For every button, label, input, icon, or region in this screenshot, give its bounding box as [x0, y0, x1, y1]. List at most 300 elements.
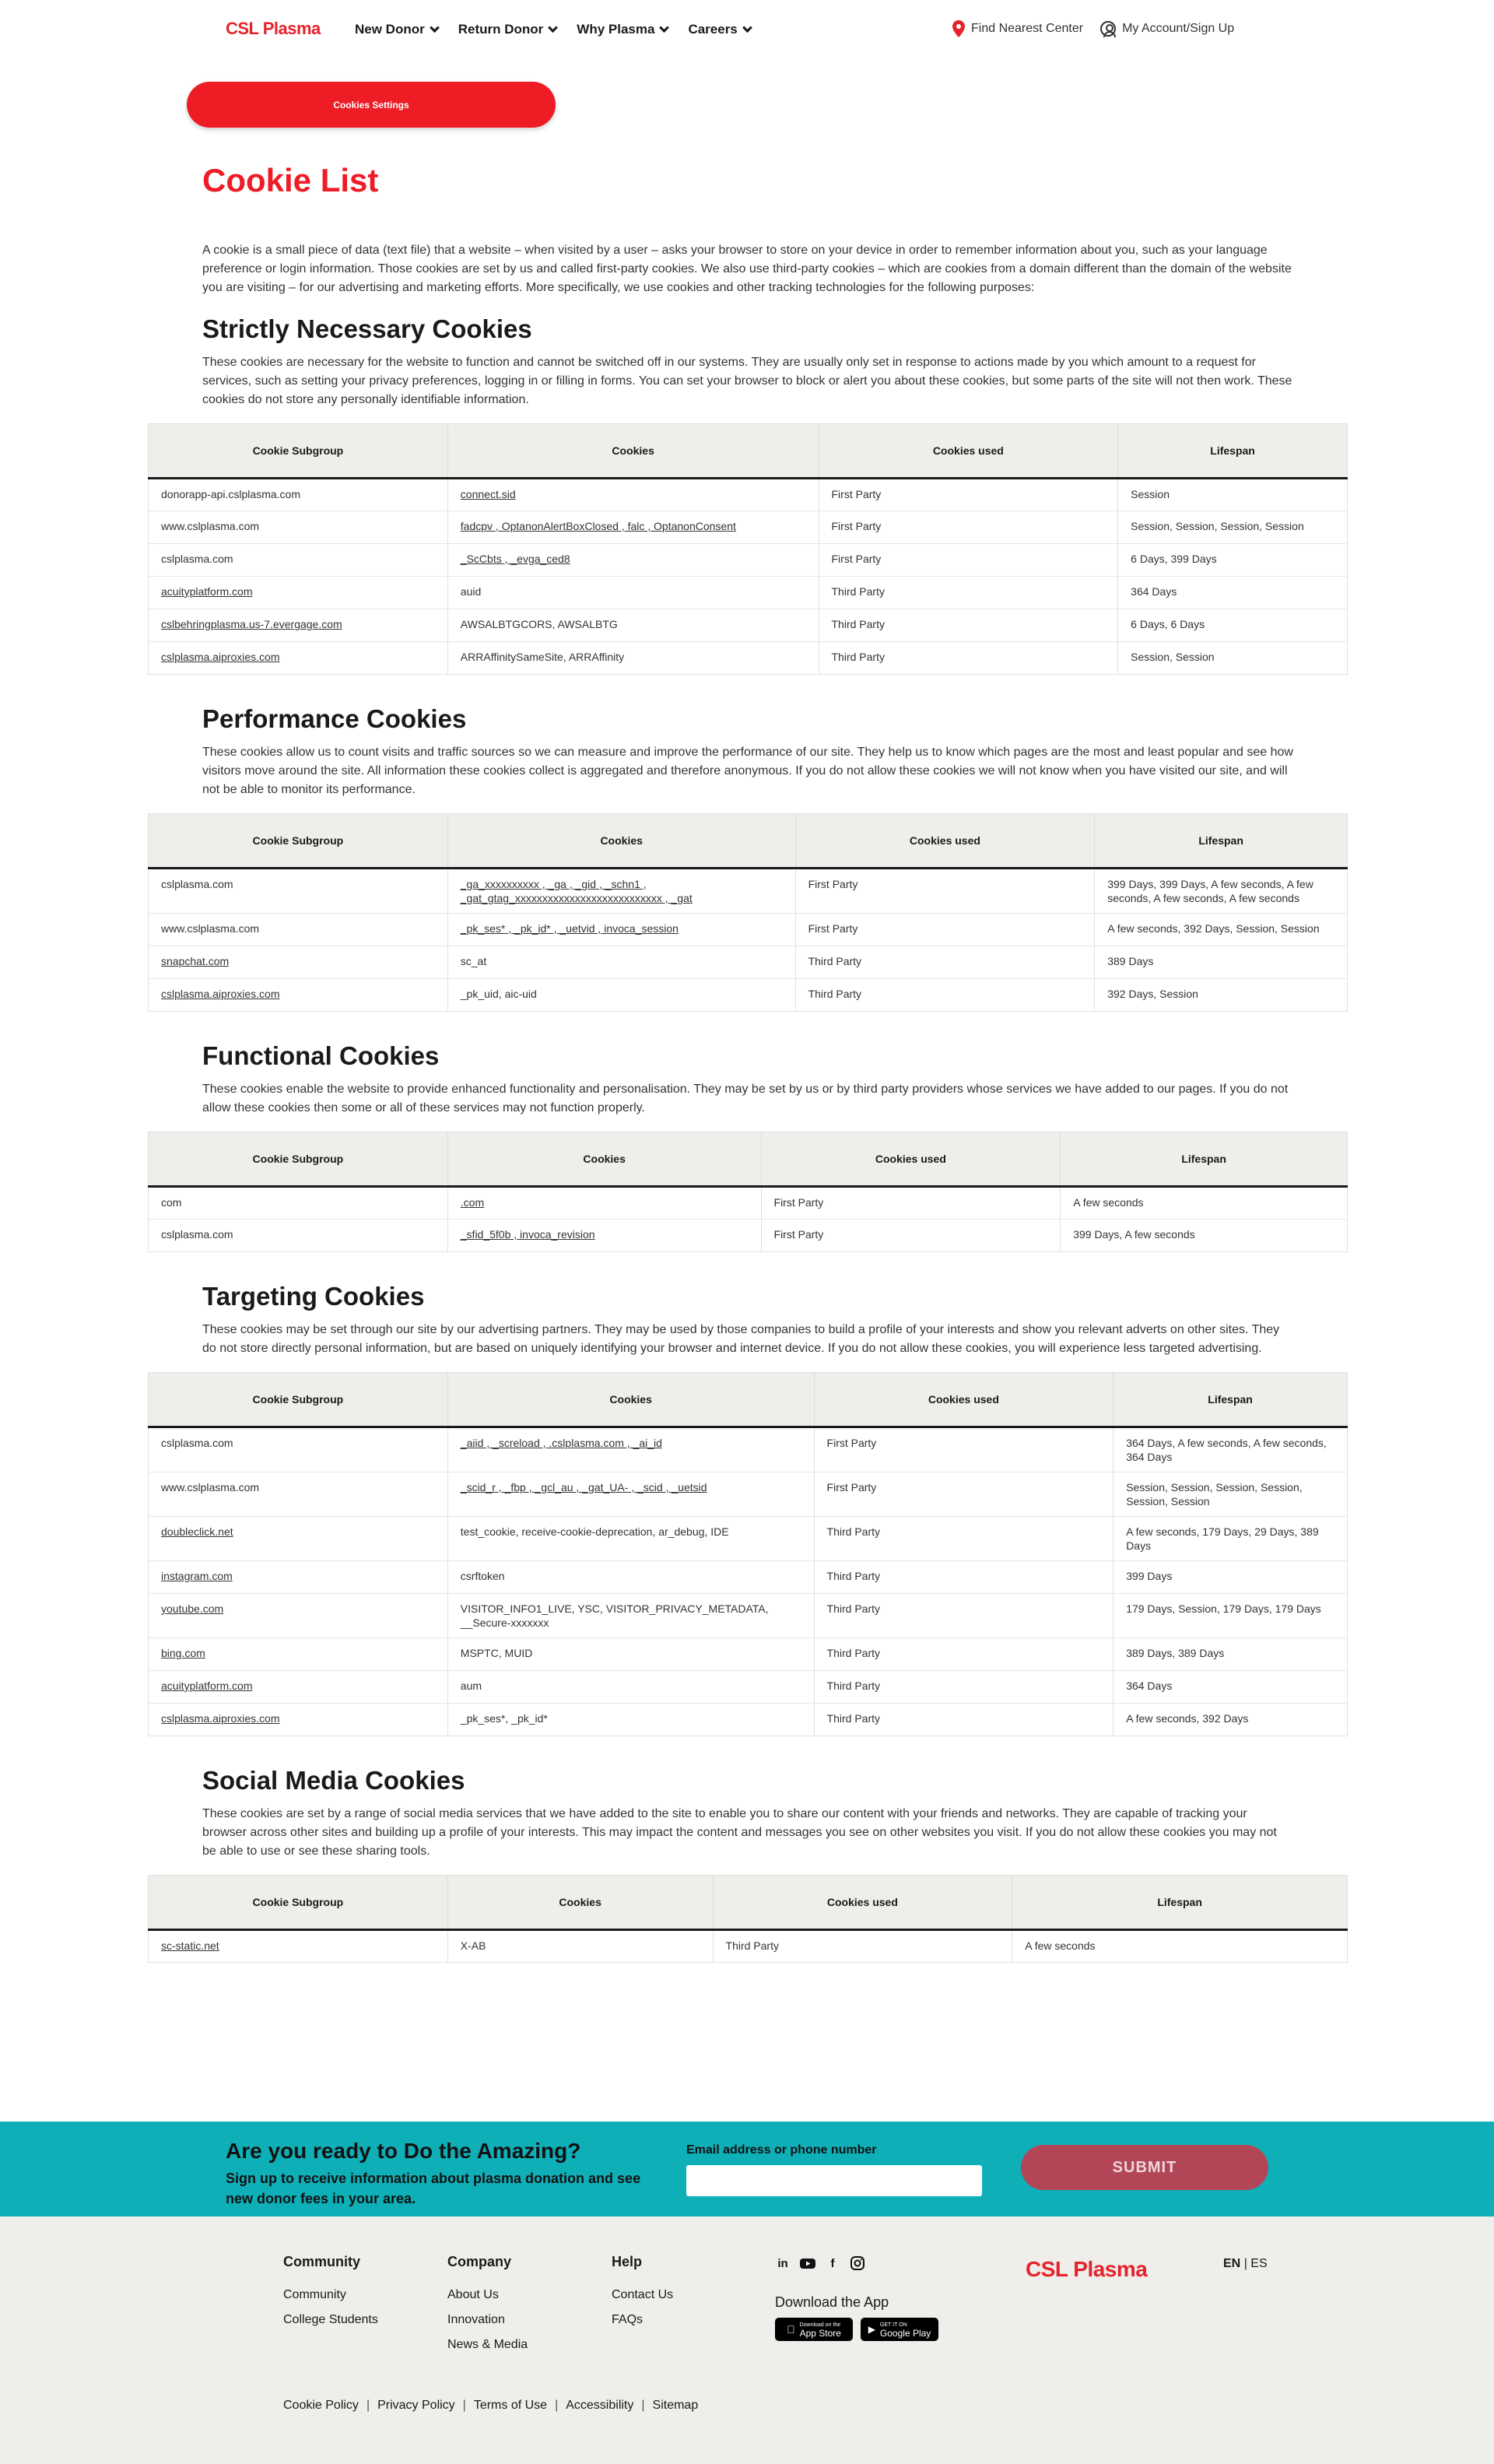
cell-cookies-used — [819, 544, 1118, 577]
cell-subgroup — [149, 914, 448, 946]
nav-new-donor[interactable] — [355, 22, 438, 37]
youtube-icon[interactable] — [800, 2255, 815, 2271]
column-header: Lifespan — [1113, 1373, 1348, 1427]
cell-text: 364 Days, A few seconds, A few seconds, 364 Days — [1126, 1437, 1327, 1463]
table-row — [149, 979, 1348, 1012]
subgroup-link[interactable]: acuityplatform.com — [161, 1680, 253, 1692]
table-header-row — [149, 814, 1348, 869]
cell-lifespan — [1118, 577, 1348, 609]
cell-subgroup — [149, 1704, 448, 1736]
cell-subgroup — [149, 1517, 448, 1561]
column-header: Lifespan — [1061, 1132, 1348, 1187]
table-row — [149, 1220, 1348, 1252]
table-row — [149, 946, 1348, 979]
cell-lifespan — [1095, 914, 1348, 946]
section-desc-functional: These cookies enable the website to provide enhanced functionality and personalisation. They may be set by us or by third party providers whose services we have added to our pages. If you do not allow these cookies then some or all of these services may not function properly. — [202, 1083, 1289, 1114]
cell-lifespan — [1118, 479, 1348, 511]
legal-separator: | — [366, 2399, 370, 2412]
nav-why-plasma[interactable] — [577, 22, 668, 37]
app-store-badge[interactable] — [775, 2318, 853, 2341]
footer-col-title: Help — [612, 2254, 643, 2269]
cell-text: A few seconds — [1073, 1196, 1144, 1209]
cell-cookies — [447, 577, 819, 609]
download-app-label: Download the App — [775, 2294, 889, 2310]
instagram-icon[interactable] — [850, 2255, 865, 2271]
cell-lifespan — [1118, 511, 1348, 544]
table-row — [149, 609, 1348, 642]
cookie-link[interactable]: _sfid_5f0b , invoca_revision — [460, 1228, 595, 1241]
cell-text: A few seconds — [1025, 1939, 1096, 1952]
cell-text: 6 Days, 6 Days — [1131, 618, 1205, 630]
site-footer — [0, 2217, 1494, 2464]
cell-text: Third Party — [826, 1647, 880, 1659]
signup-text: Sign up to receive information about plasma donation and see new donor fees in your area. — [226, 2171, 641, 2206]
cell-cookies — [447, 642, 819, 675]
subgroup-link[interactable]: cslplasma.aiproxies.com — [161, 988, 280, 1000]
cell-cookies — [447, 1704, 814, 1736]
cell-text: 389 Days, 389 Days — [1126, 1647, 1225, 1659]
cell-subgroup — [149, 642, 448, 675]
table-row — [149, 914, 1348, 946]
footer-link[interactable]: FAQs — [612, 2313, 644, 2326]
chevron-down-icon — [430, 23, 440, 33]
footer-link[interactable]: College Students — [283, 2313, 378, 2326]
cell-cookies-used — [814, 1427, 1113, 1472]
cell-cookies-used — [814, 1671, 1113, 1704]
cell-text: Session, Session — [1131, 651, 1215, 663]
cell-text: ARRAffinitySameSite, ARRAffinity — [460, 651, 625, 663]
table-row — [149, 544, 1348, 577]
cell-text: 6 Days, 399 Days — [1131, 553, 1217, 565]
footer-link[interactable]: News & Media — [447, 2338, 528, 2351]
signup-banner — [0, 2122, 1494, 2217]
cookie-link[interactable]: _scid_r , _fbp , _gcl_au , _gat_UA- , _scid , _uetsid — [460, 1481, 707, 1493]
cell-subgroup — [149, 511, 448, 544]
cell-lifespan — [1061, 1187, 1348, 1220]
cell-text: Third Party — [808, 988, 862, 1000]
cell-cookies-used — [713, 1930, 1012, 1963]
cell-subgroup — [149, 1671, 448, 1704]
cell-cookies-used — [814, 1638, 1113, 1671]
cell-text: AWSALBTGCORS, AWSALBTG — [460, 618, 618, 630]
footer-link[interactable]: About Us — [447, 2288, 499, 2301]
cell-text: Third Party — [826, 1570, 880, 1582]
cell-cookies — [447, 1594, 814, 1638]
google-play-name: Google Play — [879, 2328, 931, 2339]
column-header: Cookies — [447, 814, 795, 869]
column-header: Cookie Subgroup — [149, 814, 448, 869]
cell-text: Third Party — [831, 585, 885, 598]
table-row — [149, 642, 1348, 675]
table-row — [149, 1427, 1348, 1472]
subgroup-link[interactable]: snapchat.com — [161, 955, 230, 967]
subgroup-link[interactable]: instagram.com — [161, 1570, 233, 1582]
lang-es[interactable]: ES — [1250, 2257, 1268, 2270]
column-header: Cookies used — [814, 1373, 1113, 1427]
cell-lifespan — [1118, 642, 1348, 675]
column-header: Cookies used — [761, 1132, 1061, 1187]
cell-subgroup — [149, 1472, 448, 1517]
cell-cookies — [447, 1220, 761, 1252]
column-header: Lifespan — [1118, 424, 1348, 479]
cell-lifespan — [1113, 1638, 1348, 1671]
email-or-phone-input[interactable] — [686, 2165, 982, 2196]
column-header: Cookie Subgroup — [149, 424, 448, 479]
column-header: Cookie Subgroup — [149, 1373, 448, 1427]
cell-text: 392 Days, Session — [1107, 988, 1198, 1000]
cell-text: 389 Days — [1107, 955, 1154, 967]
cookie-policy-link[interactable]: Cookie Policy — [283, 2399, 359, 2412]
cell-lifespan — [1113, 1561, 1348, 1594]
footer-col-company — [447, 2254, 528, 2357]
cell-lifespan — [1095, 946, 1348, 979]
cell-text: First Party — [773, 1228, 824, 1241]
cell-subgroup — [149, 1220, 448, 1252]
cell-cookies — [447, 914, 795, 946]
cell-text: com — [161, 1196, 182, 1209]
cell-cookies-used — [814, 1594, 1113, 1638]
chevron-down-icon — [660, 23, 670, 33]
account-link[interactable] — [1100, 20, 1234, 37]
subgroup-link[interactable]: sc-static.net — [161, 1939, 219, 1952]
cell-cookies — [447, 1930, 713, 1963]
google-play-top: GET IT ON — [879, 2322, 907, 2328]
nav-careers[interactable] — [688, 22, 750, 37]
cookie-link[interactable]: _ScCbts , _evga_ced8 — [460, 553, 570, 565]
social-links — [775, 2255, 865, 2271]
csl-plasma-logo[interactable]: CSL Plasma — [226, 19, 321, 38]
cell-subgroup — [149, 1638, 448, 1671]
cell-lifespan — [1113, 1594, 1348, 1638]
subgroup-link[interactable]: cslbehringplasma.us-7.evergage.com — [161, 618, 342, 630]
cell-lifespan — [1095, 979, 1348, 1012]
footer-col-community — [283, 2254, 378, 2332]
cell-cookies-used — [761, 1187, 1061, 1220]
cookie-link[interactable]: .com — [460, 1196, 485, 1209]
language-switcher — [1223, 2257, 1268, 2271]
cell-subgroup — [149, 979, 448, 1012]
cookie-sections — [148, 311, 1348, 1963]
cell-cookies-used — [814, 1472, 1113, 1517]
cell-text: Third Party — [831, 618, 885, 630]
cookie-link[interactable]: connect.sid — [460, 488, 516, 500]
cell-lifespan — [1113, 1517, 1348, 1561]
cell-text: Session — [1131, 488, 1170, 500]
cell-text: test_cookie, receive-cookie-deprecation, ar_debug, IDE — [460, 1525, 729, 1538]
user-icon — [1100, 21, 1116, 37]
cell-text: 399 Days, A few seconds — [1073, 1228, 1195, 1241]
submit-button[interactable]: SUBMIT — [1021, 2145, 1268, 2190]
cell-cookies-used — [819, 642, 1118, 675]
cell-text: Session, Session, Session, Session — [1131, 520, 1304, 532]
table-row — [149, 1704, 1348, 1736]
cell-cookies — [447, 1671, 814, 1704]
table-header-row — [149, 424, 1348, 479]
cookie-link[interactable]: _ga_xxxxxxxxxx , _ga , _gid , _schn1 , _gat_gtag_xxxxxxxxxxxxxxxxxxxxxxxxxxx , _gat — [460, 878, 693, 904]
nav-label: New Donor — [355, 22, 425, 37]
cookie-table-targeting — [148, 1372, 1348, 1736]
cookie-table-functional — [148, 1132, 1348, 1252]
subgroup-link[interactable]: doubleclick.net — [161, 1525, 233, 1538]
cell-subgroup — [149, 946, 448, 979]
cell-cookies — [447, 946, 795, 979]
cell-lifespan — [1113, 1427, 1348, 1472]
section-desc-social-media: These cookies are set by a range of social media services that we have added to the site to enable you to share our content with your friends and networks. They are capable of tracking your browser across other sites and building up a profile of your interests. This may impact the content and messages you see on other websites you visit. If you do not allow these cookies you may not be able to use or see these sharing tools. — [202, 1807, 1277, 1858]
nav-label: Return Donor — [458, 22, 544, 37]
google-play-badge[interactable] — [861, 2318, 938, 2341]
app-store-name: App Store — [795, 2328, 837, 2339]
table-header-row — [149, 1373, 1348, 1427]
cell-text: www.cslplasma.com — [161, 1481, 260, 1493]
cell-text: 364 Days — [1131, 585, 1177, 598]
cell-text: Third Party — [831, 651, 885, 663]
cell-cookies-used — [814, 1561, 1113, 1594]
section-desc-performance: These cookies allow us to count visits and traffic sources so we can measure and improve the performance of our site. They help us to know which pages are the most and least popular and see how visitors move around the site. All information these cookies collect is aggregated and therefore anonymous. If you do not allow these cookies we will not know when you have visited our site, and will not be able to monitor its performance. — [202, 746, 1293, 796]
section-desc-strictly-necessary: These cookies are necessary for the website to function and cannot be switched off in our systems. They are usually only set in response to actions made by you which amount to a request for services, such as setting your privacy preferences, logging in or filling in forms. You can set your browser to block or alert you about these cookies, but some parts of the site will not then work. These cookies do not store any personally identifiable information. — [202, 356, 1292, 406]
table-header-row — [149, 1876, 1348, 1930]
cell-cookies — [447, 869, 795, 914]
table-row — [149, 1187, 1348, 1220]
google-play-text — [880, 2321, 931, 2338]
cell-cookies — [447, 544, 819, 577]
cookies-settings-button[interactable]: Cookies Settings — [187, 82, 556, 128]
cell-lifespan — [1113, 1704, 1348, 1736]
section-desc-targeting: These cookies may be set through our site by our advertising partners. They may be used by those companies to build a profile of your interests and show you relevant adverts on other sites. They do not store directly personal information, but are based on uniquely identifying your browser and internet device. If you do not allow these cookies, you will experience less targeted advertising. — [202, 1323, 1280, 1355]
cell-text: cslplasma.com — [161, 1228, 233, 1241]
cell-text: donorapp-api.cslplasma.com — [161, 488, 300, 500]
signup-title: Are you ready to Do the Amazing? — [226, 2139, 581, 2163]
cell-text: 399 Days — [1126, 1570, 1173, 1582]
cell-cookies — [447, 979, 795, 1012]
nav-label: Careers — [688, 22, 738, 37]
cookie-table-strictly-necessary — [148, 423, 1348, 675]
table-row — [149, 1930, 1348, 1963]
legal-separator: | — [462, 2399, 466, 2412]
signup-field-label: Email address or phone number — [686, 2143, 877, 2157]
column-header: Cookies used — [795, 814, 1095, 869]
cell-cookies — [447, 479, 819, 511]
cell-cookies — [447, 1561, 814, 1594]
accessibility-link[interactable]: Accessibility — [566, 2399, 634, 2412]
cell-cookies-used — [795, 979, 1095, 1012]
table-row — [149, 869, 1348, 914]
nav-return-donor[interactable] — [458, 22, 557, 37]
cell-text: sc_at — [460, 955, 487, 967]
cell-cookies — [447, 1472, 814, 1517]
cell-text: A few seconds, 392 Days — [1126, 1712, 1249, 1725]
cell-text: Third Party — [826, 1525, 880, 1538]
find-center-label: Find Nearest Center — [971, 22, 1084, 35]
subgroup-link[interactable]: cslplasma.aiproxies.com — [161, 651, 280, 663]
section-title-performance: Performance Cookies — [202, 704, 467, 733]
cell-text: 399 Days, 399 Days, A few seconds, A few seconds, A few seconds, A few seconds — [1107, 878, 1313, 904]
cell-cookies-used — [819, 609, 1118, 642]
legal-separator: | — [641, 2399, 645, 2412]
cell-text: Third Party — [808, 955, 862, 967]
cell-lifespan — [1061, 1220, 1348, 1252]
cell-text: First Party — [826, 1437, 877, 1449]
table-header-row — [149, 1132, 1348, 1187]
legal-separator: | — [555, 2399, 559, 2412]
lang-en[interactable]: EN — [1223, 2257, 1241, 2270]
column-header: Lifespan — [1095, 814, 1348, 869]
cell-lifespan — [1118, 544, 1348, 577]
cell-lifespan — [1113, 1472, 1348, 1517]
cell-cookies-used — [761, 1220, 1061, 1252]
cell-subgroup — [149, 1187, 448, 1220]
cell-cookies-used — [814, 1517, 1113, 1561]
cookie-table-social-media — [148, 1875, 1348, 1963]
cell-cookies — [447, 1638, 814, 1671]
cell-text: auid — [460, 585, 482, 598]
cell-text: cslplasma.com — [161, 1437, 233, 1449]
cell-text: First Party — [831, 520, 882, 532]
footer-link[interactable]: Contact Us — [612, 2288, 674, 2301]
column-header: Cookies — [447, 424, 819, 479]
section-title-strictly-necessary: Strictly Necessary Cookies — [202, 314, 532, 343]
cell-text: www.cslplasma.com — [161, 922, 260, 935]
cell-cookies-used — [795, 869, 1095, 914]
cell-text: csrftoken — [460, 1570, 505, 1582]
location-pin-icon — [952, 20, 965, 37]
site-header — [0, 0, 1494, 61]
column-header: Cookies — [447, 1876, 713, 1930]
privacy-policy-link[interactable]: Privacy Policy — [377, 2399, 455, 2412]
play-icon: ▶ — [868, 2324, 875, 2335]
table-row — [149, 1517, 1348, 1561]
cell-cookies-used — [795, 914, 1095, 946]
cookie-link[interactable]: _aiid , _screload , .cslplasma.com , _ai_id — [460, 1437, 662, 1449]
lang-separator: | — [1243, 2257, 1247, 2270]
cell-lifespan — [1012, 1930, 1348, 1963]
account-label: My Account/Sign Up — [1122, 22, 1235, 35]
cell-text: 364 Days — [1126, 1680, 1173, 1692]
cell-text: cslplasma.com — [161, 878, 233, 890]
column-header: Cookies — [447, 1373, 814, 1427]
apple-icon — [787, 2323, 795, 2336]
cell-text: First Party — [808, 878, 858, 890]
cell-cookies — [447, 609, 819, 642]
cell-text: First Party — [831, 488, 882, 500]
subgroup-link[interactable]: cslplasma.aiproxies.com — [161, 1712, 280, 1725]
cell-cookies-used — [819, 511, 1118, 544]
sitemap-link[interactable]: Sitemap — [652, 2399, 699, 2412]
subgroup-link[interactable]: bing.com — [161, 1647, 205, 1659]
table-row — [149, 1561, 1348, 1594]
find-center-link[interactable] — [952, 20, 1083, 37]
column-header: Cookie Subgroup — [149, 1132, 448, 1187]
cell-text: Third Party — [826, 1680, 880, 1692]
cell-text: A few seconds, 179 Days, 29 Days, 389 Days — [1126, 1525, 1319, 1552]
intro-text: A cookie is a small piece of data (text file) that a website – when visited by a user – asks your browser to store on your device in order to remember information about you, such as your language preference or login information. Those cookies are set by us and called first-party cookies. We also use third-party cookies – which are cookies from a domain different than the domain of the website you are visiting – for our advertising and marketing efforts. More specifically, we use cookies and other tracking technologies for the following purposes: — [202, 244, 1292, 294]
column-header: Cookies used — [713, 1876, 1012, 1930]
cell-text: www.cslplasma.com — [161, 520, 260, 532]
cell-text: Third Party — [826, 1602, 880, 1615]
cell-text: First Party — [808, 922, 858, 935]
column-header: Lifespan — [1012, 1876, 1348, 1930]
table-row — [149, 1671, 1348, 1704]
table-row — [149, 577, 1348, 609]
app-store-text — [795, 2321, 841, 2339]
cell-subgroup — [149, 869, 448, 914]
main-nav — [355, 22, 751, 37]
cell-text: Third Party — [826, 1712, 880, 1725]
cell-text: Third Party — [725, 1939, 779, 1952]
cell-text: X-AB — [460, 1939, 486, 1952]
cell-text: First Party — [826, 1481, 877, 1493]
cell-text: MSPTC, MUID — [460, 1647, 533, 1659]
cell-text: First Party — [773, 1196, 824, 1209]
cell-cookies-used — [819, 479, 1118, 511]
cell-text: 179 Days, Session, 179 Days, 179 Days — [1126, 1602, 1321, 1615]
cell-cookies — [447, 1187, 761, 1220]
chevron-down-icon — [548, 23, 558, 33]
cell-lifespan — [1113, 1671, 1348, 1704]
cell-subgroup — [149, 1930, 448, 1963]
table-row — [149, 511, 1348, 544]
cell-cookies-used — [819, 577, 1118, 609]
subgroup-link[interactable]: youtube.com — [161, 1602, 224, 1615]
cell-subgroup — [149, 1561, 448, 1594]
page-title: Cookie List — [202, 162, 379, 198]
cell-cookies-used — [795, 946, 1095, 979]
footer-col-help — [612, 2254, 673, 2332]
cell-subgroup — [149, 577, 448, 609]
cell-text: _pk_uid, aic-uid — [460, 988, 537, 1000]
cell-lifespan — [1118, 609, 1348, 642]
cell-cookies — [447, 511, 819, 544]
cell-text: A few seconds, 392 Days, Session, Session — [1107, 922, 1320, 935]
linkedin-icon[interactable]: in — [777, 2256, 788, 2270]
column-header: Cookies — [447, 1132, 761, 1187]
subgroup-link[interactable]: acuityplatform.com — [161, 585, 253, 598]
nav-label: Why Plasma — [577, 22, 655, 37]
legal-links — [283, 2399, 698, 2413]
footer-link[interactable]: Innovation — [447, 2313, 505, 2326]
cookie-link[interactable]: fadcpv , OptanonAlertBoxClosed , falc , OptanonConsent — [460, 520, 736, 532]
cookie-table-performance — [148, 813, 1348, 1012]
table-row — [149, 1638, 1348, 1671]
column-header: Cookies used — [819, 424, 1118, 479]
terms-of-use-link[interactable]: Terms of Use — [473, 2399, 548, 2412]
cell-lifespan — [1095, 869, 1348, 914]
cell-cookies — [447, 1517, 814, 1561]
footer-logo[interactable]: CSL Plasma — [1026, 2257, 1148, 2281]
main-content — [148, 160, 1348, 1963]
table-row — [149, 1472, 1348, 1517]
section-title-targeting: Targeting Cookies — [202, 1282, 425, 1311]
app-store-top: Download on the — [795, 2322, 836, 2328]
table-row — [149, 479, 1348, 511]
cell-subgroup — [149, 1427, 448, 1472]
cell-cookies — [447, 1427, 814, 1472]
chevron-down-icon — [742, 23, 752, 33]
cell-text: VISITOR_INFO1_LIVE, YSC, VISITOR_PRIVACY_METADATA, __Secure-xxxxxxx — [460, 1602, 769, 1629]
cell-text: Session, Session, Session, Session, Session, Session — [1126, 1481, 1303, 1508]
facebook-icon[interactable]: f — [830, 2256, 835, 2270]
footer-link[interactable]: Community — [283, 2288, 346, 2301]
cell-text: First Party — [831, 553, 882, 565]
cell-text: aum — [460, 1680, 482, 1692]
cell-subgroup — [149, 609, 448, 642]
footer-col-title: Community — [283, 2254, 360, 2269]
cell-cookies-used — [814, 1704, 1113, 1736]
cell-text: cslplasma.com — [161, 553, 233, 565]
column-header: Cookie Subgroup — [149, 1876, 448, 1930]
footer-col-title: Company — [447, 2254, 512, 2269]
cookie-link[interactable]: _pk_ses* , _pk_id* , _uetvid , invoca_session — [460, 922, 679, 935]
header-utility — [952, 20, 1234, 37]
